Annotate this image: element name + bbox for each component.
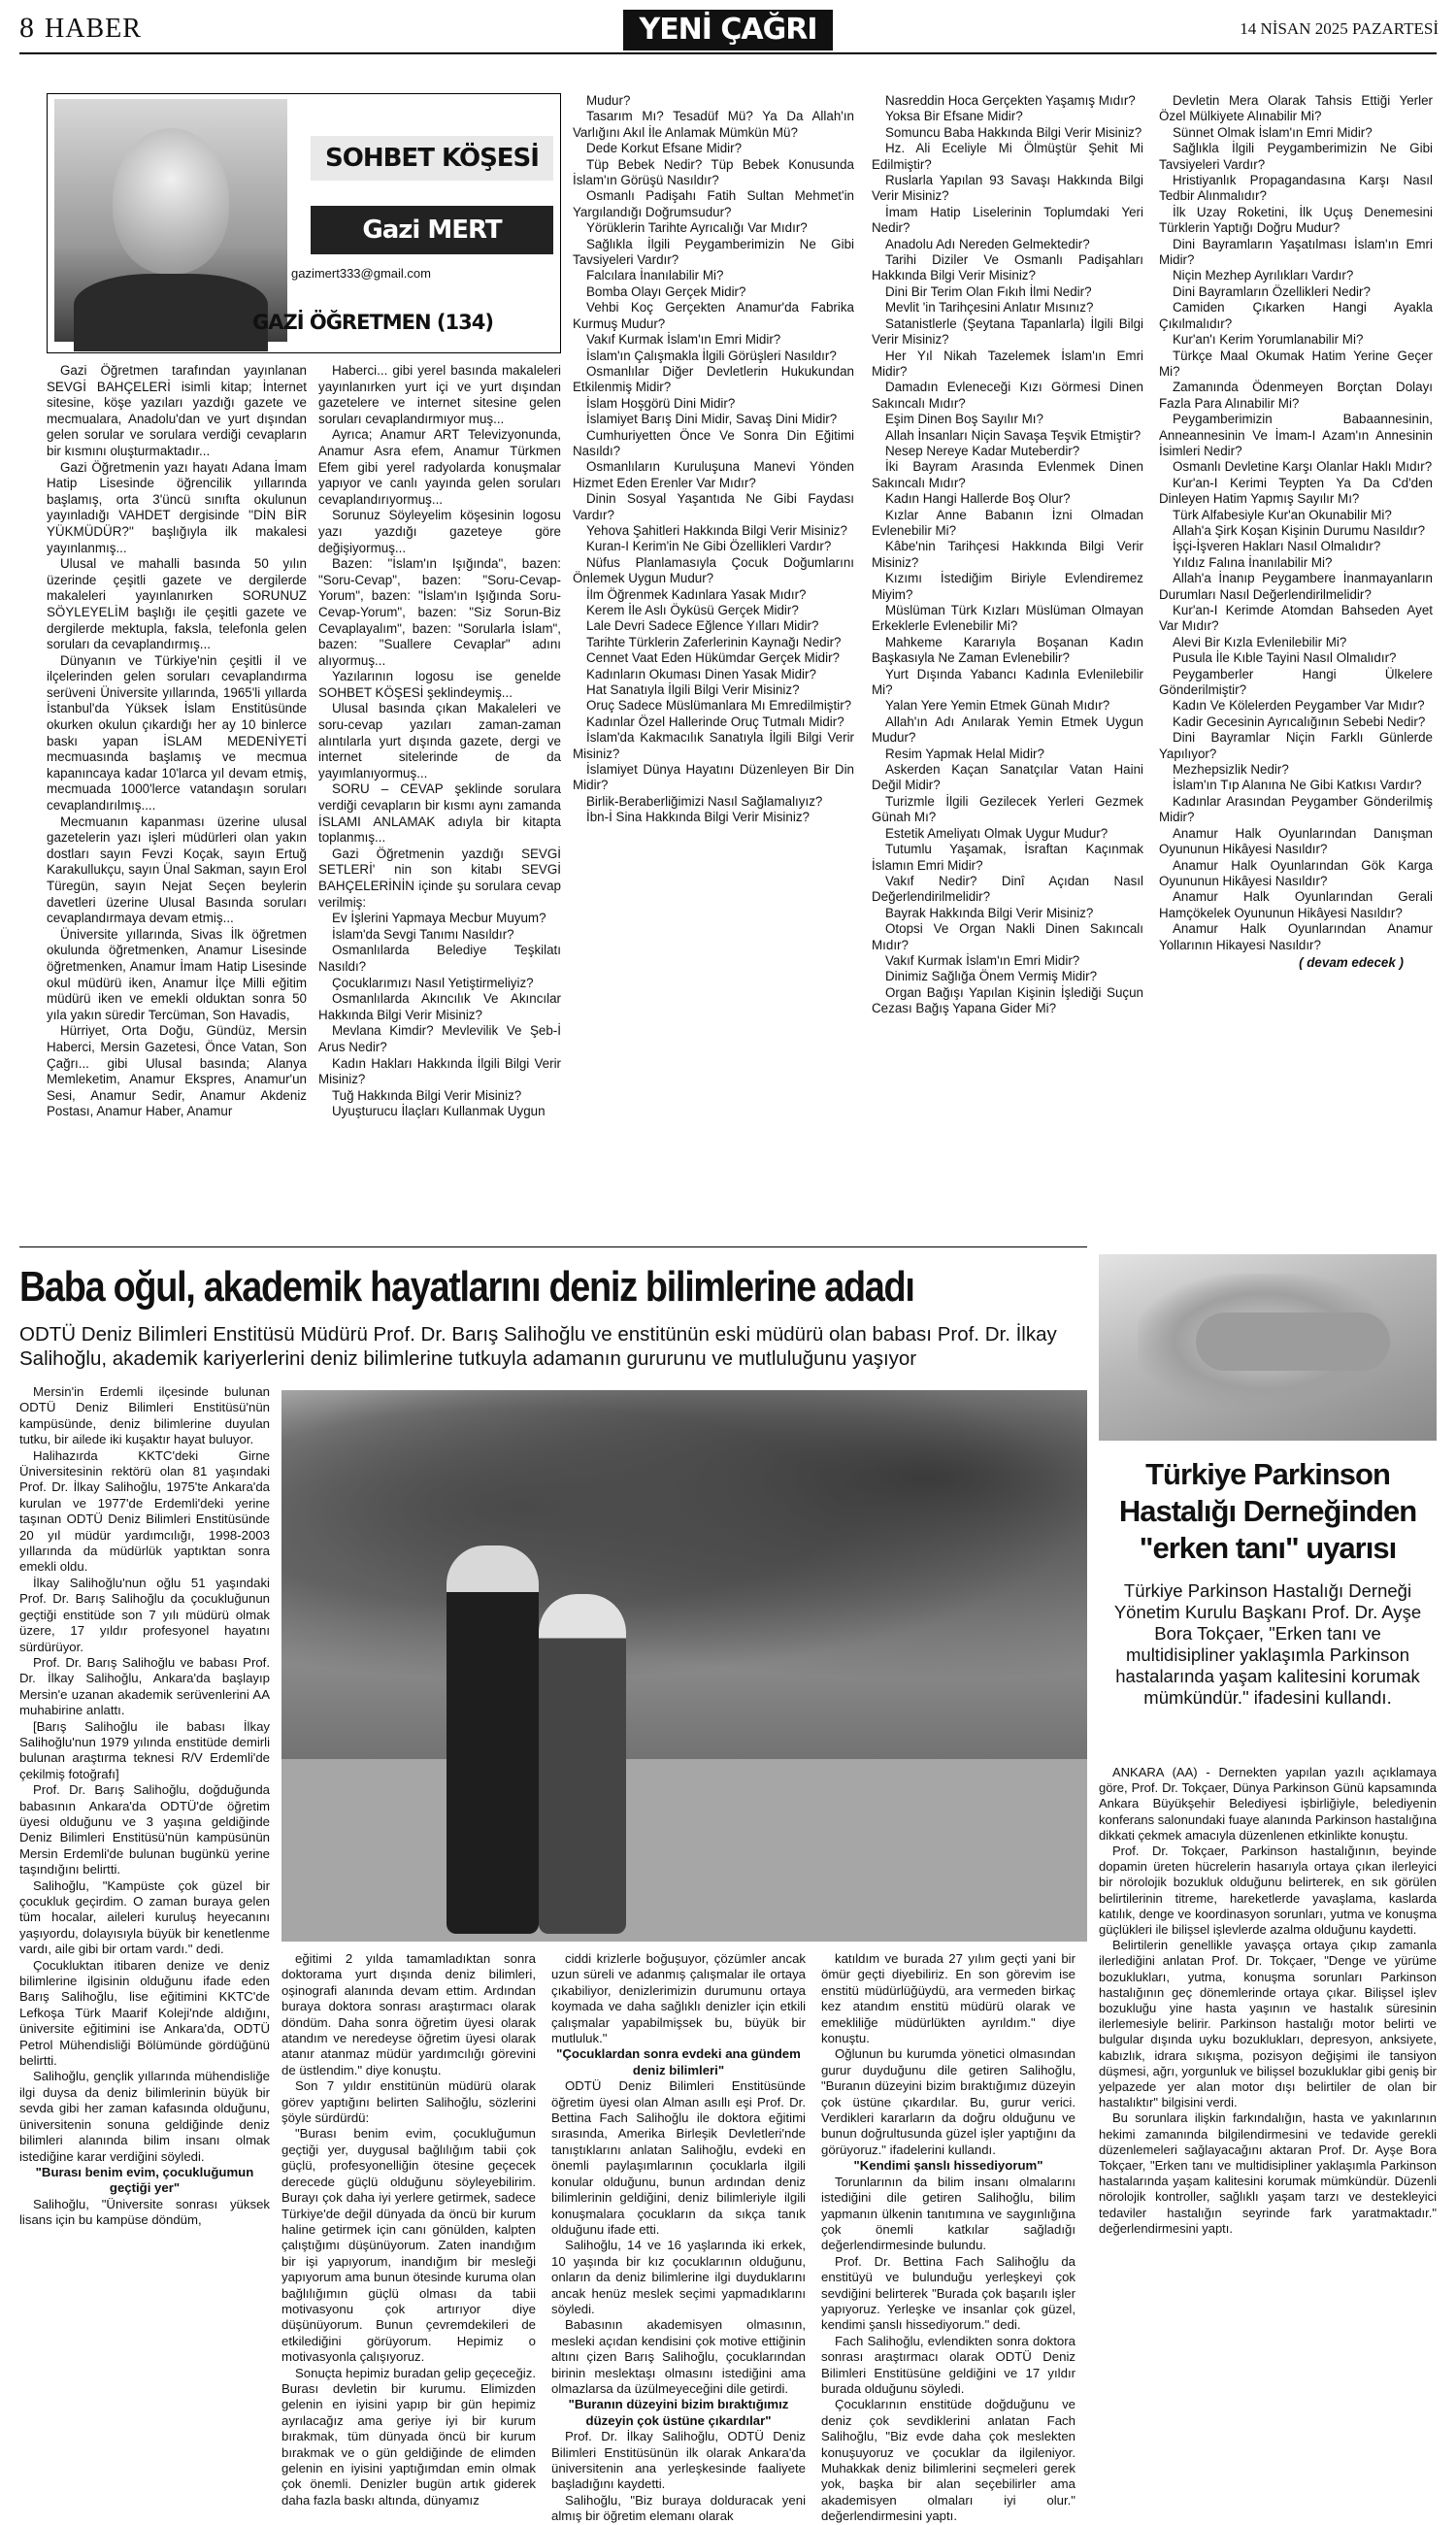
question-item: Ruslarla Yapılan 93 Savaşı Hakkında Bilgi Verir Misiniz? [872, 173, 1143, 204]
page-header [0, 0, 1456, 53]
question-item: Peygamberler Hangi Ülkelere Gönderilmiştir? [1159, 666, 1433, 698]
question-item: Askerden Kaçan Sanatçılar Vatan Haini Değil Midir? [872, 762, 1143, 793]
question-item: Resim Yapmak Helal Midir? [885, 746, 1044, 761]
question-item: Bayrak Hakkında Bilgi Verir Misiniz? [885, 905, 1094, 920]
article-paragraph: ciddi krizlerle boğuşuyor, çözümler ancak uzun süreli ve adanmış çalışmalar ile ortaya çıkabiliyor, denizlerimizin durumunu ortaya koymada ve daha sağlıklı denizler için etkili çalışmalar yapabilmişsek bu, büyük bir mutluluk." [551, 1951, 806, 2046]
question-item: Kadınlar Arasından Peygamber Gönderilmiş Midir? [1159, 793, 1433, 825]
question-item: Mudur? [586, 93, 631, 108]
question-item: Mevlit 'in Tarihçesini Anlatır Mısınız? [885, 300, 1094, 316]
column-paragraph: Sorunuz Söyleyelim köşesinin logosu yazı yazdığı gazeteye göre değişiyormuş... [318, 508, 561, 555]
article-paragraph: Çocuklarının enstitüde doğduğunu ve deniz çok sevdiklerini anlatan Fach Salihoğlu, "Biz evde daha çok meslekten konuşuyoruz ve çocuklar da ilgileniyor. Muhakkak deniz bilimlerini seçmeleri gerek yok, başka bir alan seçebilirler ama akademisyen olmaları iyi olur." değerlendirmesini yaptı. [821, 2397, 1075, 2524]
question-item: Vakıf Kurmak İslam'ın Emri Midir? [586, 332, 781, 348]
question-item: Sağlıkla İlgili Peygamberimizin Ne Gibi Tavsiyeleri Vardır? [1159, 141, 1433, 172]
article-paragraph: [Barış Salihoğlu ile babası İlkay Salihoğlu'nun 1979 yılında enstitüde demirli bulunan araştırma teknesi R/V Erdemli'de çekilmiş fotoğrafı] [19, 1718, 270, 1781]
logo-text: YENİ ÇAĞRI [639, 13, 817, 47]
question-item: Kızlar Anne Babanın İzni Olmadan Evlenebilir Mi? [872, 507, 1143, 538]
article-paragraph: Prof. Dr. Tokçaer, Parkinson hastalığının, beyinde dopamin üreten hücrelerin hasarıyla ortaya çıkan ilerleyici bir nörolojik bozukluk olduğunu belirterek, en sık görülen belirtilerinin titreme, hareketlerde yavaşlama, kaslarda katılık, denge ve koordinasyon sorunları, yutma ve konuşma güçlükleri ile bilişsel işlevlerde azalma olduğunu kaydetti. [1099, 1844, 1437, 1938]
question-item: İslam Hoşgörü Dini Midir? [586, 395, 736, 411]
question-list [1159, 93, 1433, 953]
column-paragraph: Gazi Öğretmenin yazdığı SEVGİ SETLERİ' nin son kitabı SEVGİ BAHÇELERİNİN içinde şu sorulara cevap verilmiş: [318, 846, 561, 910]
header-rule [19, 52, 1437, 54]
article-subheading: "Çocuklardan sonra evdeki ana gündem deniz bilimleri" [556, 2046, 801, 2077]
question-item: Osmanlıların Kuruluşuna Manevi Yönden Hizmet Eden Erenler Var Mıdır? [573, 459, 854, 490]
article1-headline: Baba oğul, akademik hayatlarını deniz bilimlerine adadı [19, 1263, 914, 1311]
question-item: Devletin Mera Olarak Tahsis Ettiği Yerler Özel Mülkiyete Alınabilir Mi? [1159, 93, 1433, 124]
newspaper-logo [623, 10, 833, 50]
question-item: Kadın Hakları Hakkında İlgili Bilgi Verir Misiniz? [318, 1055, 561, 1087]
question-item: Vehbi Koç Gerçekten Anamur'da Fabrika Kurmuş Mudur? [573, 300, 854, 331]
column-paragraph: Üniversite yıllarında, Sivas İlk öğretmen okulunda öğretmenken, Anamur Lisesinde öğretmenken, Anamur İmam Hatip Lisesinde okul müdürü iken, Anamur İlçe Milli eğitim müdürü iken ve emekli olduktan sonra 50 yıla yakın süredir Tercüman, Son Havadis, [47, 926, 307, 1022]
question-item: Cumhuriyetten Önce Ve Sonra Din Eğitimi Nasıldı? [573, 427, 854, 458]
question-list [573, 93, 854, 826]
question-item: Tarihi Diziler Ve Osmanlı Padişahları Hakkında Bilgi Verir Misiniz? [872, 252, 1143, 283]
question-item: Estetik Ameliyatı Olmak Uygur Mudur? [885, 825, 1109, 841]
question-item: Türkçe Maal Okumak Hatim Yerine Geçer Mi? [1159, 348, 1433, 379]
question-item: Sünnet Olmak İslam'ın Emri Midir? [1173, 124, 1373, 140]
question-item: Osmanlı Padişahı Fatih Sultan Mehmet'in Yargılandığı Doğrumsudur? [573, 188, 854, 219]
article-paragraph: Salihoğlu, 14 ve 16 yaşlarında iki erkek, 10 yaşında bir kız çocuklarının olduğunu, onların da deniz bilimlerine ilgi duyduklarını ancak henüz meslek seçimi yapmadıklarını söyledi. [551, 2238, 806, 2316]
question-item: Tutumlu Yaşamak, İsraftan Kaçınmak İslamın Emri Midir? [872, 842, 1143, 873]
column-paragraph: Ulusal ve mahalli basında 50 yılın üzerinde çeşitli gazete ve dergilerde makaleleri yayınlanırken SORUNUZ SÖYLEYELİM başlığı ile çeşitli gazete ve dergilerde mektupla, faksla, telefonla gelen soruları da cevaplandırmış... [47, 556, 307, 652]
article-paragraph: "Burası benim evim, çocukluğumun geçtiği yer, duygusal bağlılığım tabii çok güçlü, profesyonelliğin ötesine geçecek derecede güçlü olduğunu söyleyebilirim. Burayı çok daha iyi yerlere getirmek, sadece Türkiye'de değil dünyada da öncü bir kurum haline getirmek için canı gönülden, kalpten çalıştığımı düşünüyorum. Zaten inandığım bir işi yapıyorum, inandığım bir mesleği yapıyorum ama bunun ötesinde kuruma olan bağlılığımın güçlü olması da tabii motivasyonu çok artırıyor diye düşünüyorum. Bunun çevremdekileri de etkilediğini görüyorum. Hepimiz o motivasyonla çalışıyoruz. [281, 2126, 536, 2365]
question-item: Kur'an'ı Kerim Yorumlanabilir Mi? [1173, 332, 1364, 348]
question-item: Anamur Halk Oyunlarından Danışman Oyununun Hikâyesi Nasıldır? [1159, 825, 1433, 857]
article2-body [1099, 1765, 1437, 2425]
column-paragraph: Dünyanın ve Türkiye'nin çeşitli il ve ilçelerinden gelen soruları cevaplandırma serüveni Üniversite yıllarında, 1965'li yıllarda İstanbul'da Yüksek İslam Enstitüsünde okurken okulun çıkardığı her ay 10 binlerce baskı yapan İSLAM MEDENİYETİ mecmuasında başlamış ve mecmua kapanıncaya kadar 10'larca yıl devam etmiş, mecmuada 1000'lerce vatandaşın soruları cevaplandırılmış.... [47, 652, 307, 814]
question-item: Kur'an-I Kerimde Atomdan Bahseden Ayet Var Mıdır? [1159, 603, 1433, 634]
issue-date: 14 NİSAN 2025 PAZARTESİ [1240, 19, 1439, 38]
author-name: Gazi MERT [311, 206, 553, 254]
question-list [318, 911, 561, 1120]
question-item: Çocuklarımızı Nasıl Yetiştirmeliyiz? [332, 975, 534, 990]
question-item: Niçin Mezhep Ayrılıkları Vardır? [1173, 268, 1354, 283]
question-item: Oruç Sadece Müslümanlara Mı Emredilmiştir? [586, 698, 852, 714]
question-item: İlm Öğrenmek Kadınlara Yasak Mıdır? [586, 586, 807, 602]
question-item: Anamur Halk Oyunlarından Anamur Yollarının Hikayesi Nasıldır? [1159, 921, 1433, 952]
question-item: Cennet Vaat Eden Hükümdar Gerçek Midir? [586, 650, 840, 666]
article-paragraph: Sonuçta hepimiz buradan gelip geçeceğiz. Burası devletin bir kurumu. Elimizden gelenin en iyisini yapıp bir gün hepimiz ayrılacağız ama geriye iyi bir kurum bırakmak, tüm dünyada öncü bir kurum bırakmak ve o gün geldiğinde de elimden gelenin en iyisini yaptığımdan emin olmak çok önemli. Denizler bugün artık giderek daha fazla baskı altında, dünyamız [281, 2365, 536, 2508]
question-item: Kerem İle Aslı Öyküsü Gerçek Midir? [586, 603, 799, 617]
column-paragraph: Hürriyet, Orta Doğu, Gündüz, Mersin Haberci, Mersin Gazetesi, Önce Vatan, Son Çağrı... gibi Ulusal basında; Alanya Memleketim, Anamur Ekspres, Anamur'un Sesi, Anamur Sedir, Anamur Akdeniz Postası, Anamur Haber, Anamur [47, 1023, 307, 1119]
question-item: Allah İnsanları Niçin Savaşa Teşvik Etmiştir? [885, 427, 1142, 443]
column-paragraph: Ayrıca; Anamur ART Televizyonunda, Anamur Asra efem, Anamur Türkmen Efem gibi yerel radyolarda konuşmalar yapıyor ve canlı yayında gelen soruları cevaplandırıyormuş... [318, 427, 561, 507]
article-paragraph: İlkay Salihoğlu'nun oğlu 51 yaşındaki Prof. Dr. Barış Salihoğlu da çocukluğunun geçtiği enstitüde son 7 yılı müdürü olmak üzere, 17 yıldır profesyonel hayatını sürdürüyor. [19, 1575, 270, 1654]
article-paragraph: Salihoğlu, "Biz buraya dolduracak yeni almış bir öğretim elemanı olarak [551, 2492, 806, 2524]
article-paragraph: katıldım ve burada 27 yılım geçti yani bir ömür geçti diyebiliriz. En son görevim ise enstitü müdürlüğüydü, ara vermeden birkaç kez atandım enstitü müdürü olarak ve emekliliğe müdürlükten ayrıldım." diye konuştu. [821, 1951, 1075, 2046]
question-item: Camiden Çıkarken Hangi Ayakla Çıkılmalıdır? [1159, 300, 1433, 331]
column-paragraph: Yazılarının logosu ise genelde SOHBET KÖŞESİ şeklindeymiş... [318, 669, 561, 700]
question-item: İslamiyet Dünya Hayatını Düzenleyen Bir Din Midir? [573, 762, 854, 793]
question-item: Vakıf Nedir? Dinî Açıdan Nasıl Değerlendirilmelidir? [872, 873, 1143, 905]
article-subheading: "Kendimi şanslı hissediyorum" [853, 2158, 1043, 2174]
question-item: Kadınların Okuması Dinen Yasak Midir? [586, 666, 816, 681]
question-item: Yıldız Falına İnanılabilir Mi? [1173, 554, 1333, 570]
question-item: Anamur Halk Oyunlarından Gök Karga Oyununun Hikâyesi Nasıldır? [1159, 857, 1433, 888]
question-item: Yehova Şahitleri Hakkında Bilgi Verir Misiniz? [586, 522, 847, 538]
question-item: Ev İşlerini Yapmaya Mecbur Muyum? [332, 911, 546, 926]
article-paragraph: Prof. Dr. Bettina Fach Salihoğlu da enstitüyü ve bulunduğu yerleşkeyi çok sevdiğini belirterek "Burada çok başarılı işler yapıyoruz. Yerleşke ve insanlar çok güzel, kendimi şanslı hissediyorum." dedi. [821, 2253, 1075, 2333]
page-number: 8 [19, 12, 34, 44]
question-item: Zamanında Ödenmeyen Borçtan Dolayı Fazla Para Alınabilir Mi? [1159, 380, 1433, 411]
question-item: Dini Bir Terim Olan Fıkıh İlmi Nedir? [885, 283, 1092, 299]
question-item: Yurt Dışında Yabancı Kadınla Evlenilebilir Mi? [872, 666, 1143, 698]
question-item: Allah'ın Adı Anılarak Yemin Etmek Uygun Mudur? [872, 714, 1143, 746]
question-item: İşçi-İşveren Hakları Nasıl Olmalıdır? [1173, 539, 1381, 554]
column-paragraph: Bazen: "İslam'ın Işığında", bazen: "Soru-Cevap", bazen: "Soru-Cevap-Yorum", bazen: "İslam'ın Işığında Soru-Cevap-Yorum", bazen: "Siz Sorun-Biz Cevaplayalım", bazen: "Sorularla İslam", bazen: "Suallere Cevaplar" adını alıyormuş... [318, 556, 561, 668]
question-item: Anadolu Adı Nereden Gelmektedir? [885, 236, 1090, 251]
question-item: Osmanlılar Diğer Devletlerin Hukukundan Etkilenmiş Midir? [573, 363, 854, 395]
question-item: Pusula İle Kıble Tayini Nasıl Olmalıdır? [1173, 650, 1397, 666]
question-item: Somuncu Baba Hakkında Bilgi Verir Misiniz? [885, 124, 1142, 140]
column-text-3 [573, 93, 854, 1239]
article-paragraph: Salihoğlu, "Üniversite sonrası yüksek lisans için bu kampüse döndüm, [19, 2196, 270, 2228]
question-item: Hat Sanatıyla İlgili Bilgi Verir Misiniz? [586, 682, 800, 698]
question-item: Lale Devri Sadece Eğlence Yılları Midir? [586, 618, 819, 634]
column-label: SOHBET KÖŞESİ [311, 136, 553, 181]
article-paragraph: Halihazırda KKTC'deki Girne Üniversitesinin rektörü olan 81 yaşındaki Prof. Dr. İlkay Salihoğlu, 1975'te Ankara'da kurulan ve 1977'de Erdemli'deki yerine taşınan ODTÜ Deniz Bilimleri Enstitüsünde 20 yıl müdür yardımcılığı, 1998-2003 yıllarında da müdürlük yaptıktan sonra emekli oldu. [19, 1447, 270, 1575]
question-item: Hz. Ali Eceliyle Mi Ölmüştür Şehit Mi Edilmiştir? [872, 141, 1143, 172]
question-item: Tuğ Hakkında Bilgi Verir Misiniz? [332, 1087, 522, 1103]
question-item: İki Bayram Arasında Evlenmek Dinen Sakıncalı Mıdır? [872, 459, 1143, 490]
continued-note: ( devam edecek ) [1299, 954, 1404, 970]
question-item: Damadın Evleneceği Kızı Görmesi Dinen Sakıncalı Mıdır? [872, 380, 1143, 411]
article2-spot: Türkiye Parkinson Hastalığı Derneği Yönetim Kurulu Başkanı Prof. Dr. Ayşe Bora Tokçaer, "Erken tanı ve multidisipliner yaklaşımla Parkinson hastalarında yaşam kalitesini korumak mümkündür." ifadesini kullandı. [1113, 1580, 1422, 1708]
author-email[interactable]: gazimert333@gmail.com [291, 266, 431, 281]
question-item: Falcılara İnanılabilir Mi? [586, 268, 724, 283]
article-paragraph: ANKARA (AA) - Dernekten yapılan yazılı açıklamaya göre, Prof. Dr. Tokçaer, Dünya Parkinson Günü kapsamında Ankara Büyükşehir Belediyesi işbirliğiyle, belediyenin konferans salonundaki fuaye alanında Parkinson hastalığına dikkati çekmek amacıyla düzenlenen etkinlikte konuştu. [1099, 1765, 1437, 1843]
question-item: Yörüklerin Tarihte Ayrıcalığı Var Mıdır? [586, 220, 808, 236]
question-item: Dinimiz Sağlığa Önem Vermiş Midir? [885, 969, 1098, 984]
question-item: İslamiyet Barış Dini Midir, Savaş Dini Midir? [586, 412, 838, 427]
question-item: Otopsi Ve Organ Nakli Dinen Sakıncalı Mıdır? [872, 921, 1143, 952]
question-item: Dinin Sosyal Yaşantıda Ne Gibi Faydası Vardır? [573, 491, 854, 522]
question-item: Turizmle İlgili Gezilecek Yerleri Gezmek Günah Mı? [872, 793, 1143, 825]
article2-headline: Türkiye Parkinson Hastalığı Derneğinden "erken tanı" uyarısı [1118, 1457, 1417, 1565]
article-paragraph: Belirtilerin genellikle yavaşça ortaya çıkıp zamanla ilerlediğini anlatan Prof. Dr. Tokçaer, "Denge ve yürüme bozuklukları, yutma, konuşma sorunları Parkinson hastalığının geç dönemlerinde ortaya çıkar. Bilişsel işlev bozukluğu yine hasta yaşının ve hastalık süresinin ilerlemesiyle belirir. Parkinson hastalığı motor belirti ve bulgular dışında uyku bozuklukları, depresyon, anksiyete, kabızlık, idrara sıkışma, pozisyon değişimi ile tansiyon düşmesi, ağrı, yorgunluk ve bilişsel bozukluklar gibi geniş bir yelpazede yer alan motor dışı belirtiler de olan bir hastalıktır" bilgisini verdi. [1099, 1938, 1437, 2110]
question-item: İmam Hatip Liselerinin Toplumdaki Yeri Nedir? [872, 204, 1143, 236]
article-paragraph: Prof. Dr. Barış Salihoğlu ve babası Prof. Dr. İlkay Salihoğlu, Ankara'da başlayıp Mersin'e uzanan akademik serüvenlerini AA muhabirine anlattı. [19, 1654, 270, 1718]
question-item: İlk Uzay Roketini, İlk Uçuş Denemesini Türklerin Yaptığı Doğru Mudur? [1159, 204, 1433, 236]
article-paragraph: Babasının akademisyen olmasının, mesleki açıdan kendisini çok motive ettiğinin altını çizen Barış Salihoğlu, çocuklarından birinin meslektaşı olmasını istediğini ama olmazlarsa da üzülmeyeceğini dile getirdi. [551, 2317, 806, 2396]
question-item: Kâbe'nin Tarihçesi Hakkında Bilgi Verir Misiniz? [872, 539, 1143, 570]
question-item: Birlik-Beraberliğimizi Nasıl Sağlamalıyız? [586, 793, 823, 809]
question-item: Organ Bağışı Yapılan Kişinin İşlediği Suçun Cezası Bağış Yapana Gider Mi? [872, 984, 1143, 1016]
question-item: Kadın Hangi Hallerde Boş Olur? [885, 491, 1071, 507]
column-paragraph: SORU – CEVAP şeklinde sorulara verdiği cevapların bir kısmı aynı zamanda İSLAMI ANLAMAK adıyla bir kitapta toplanmış... [318, 781, 561, 846]
column-paragraph: Mecmuanın kapanması üzerine ulusal gazetelerin yazı işleri müdürleri olan yakın dostları sayın Fevzi Koçak, sayın Ertuğ Karakullukçu, sayın Ünal Sakman, sayın Erol Türegün, sayın Nejat Seçen beylerin davetleri üzerine Ulusal Basında soruları cevaplandırmaya devam etmiş... [47, 814, 307, 926]
question-item: Uyuşturucu İlaçları Kullanmak Uygun [332, 1104, 546, 1119]
question-item: Her Yıl Nikah Tazelemek İslam'ın Emri Midir? [872, 348, 1143, 379]
column-text-4 [872, 93, 1143, 1239]
article-paragraph: Son 7 yıldır enstitünün müdürü olarak görev yaptığını belirten Salihoğlu, sözlerini şöyle sürdürdü: [281, 2078, 536, 2126]
article-paragraph: Fach Salihoğlu, evlendikten sonra doktora sonrası araştırmacı olarak ODTÜ Deniz Bilimleri Enstitüsüne geldiğini ve 17 yıldır burada olduğunu söyledi. [821, 2333, 1075, 2396]
question-item: İslam'da Sevgi Tanımı Nasıldır? [332, 926, 514, 942]
person-figure [539, 1594, 626, 1934]
question-item: Allah'a İnanıp Peygambere İnanmayanların Durumları Nasıl Değerlendirilmelidir? [1159, 571, 1433, 602]
article1-col-1 [19, 1384, 270, 2423]
article-subheading: "Buranın düzeyini bizim bıraktığımız düzeyin çok üstüne çıkardılar" [568, 2397, 789, 2428]
question-item: Tarihte Türklerin Zaferlerinin Kaynağı Nedir? [586, 634, 842, 649]
article1-col-2 [281, 1951, 536, 2508]
column-paragraph: Haberci... gibi yerel basında makaleleri yayınlanırken yurt içi ve yurt dışından gazetelere ve internet sitesine gelen soruları cevaplandırmıyor muş... [318, 363, 561, 426]
question-item: Yalan Yere Yemin Etmek Günah Mıdır? [885, 698, 1110, 714]
question-item: İslam'da Kakmacılık Sanatıyla İlgili Bilgi Verir Misiniz? [573, 730, 854, 761]
section-divider [19, 1246, 1087, 1247]
question-item: Kadın Ve Kölelerden Peygamber Var Mıdır? [1173, 698, 1425, 714]
question-list [872, 93, 1143, 1017]
question-item: İbn-İ Sina Hakkında Bilgi Verir Misiniz? [586, 810, 810, 825]
column-text-5 [1159, 93, 1433, 1239]
article1-col-3 [551, 1951, 806, 2524]
question-item: Mahkeme Kararıyla Boşanan Kadın Başkasıyla Ne Zaman Evlenebilir? [872, 634, 1143, 666]
author-photo [54, 99, 287, 342]
question-item: Tasarım Mı? Tesadüf Mü? Ya Da Allah'ın Varlığını Akıl İle Anlamak Mümkün Mü? [573, 109, 854, 140]
question-item: Sağlıkla İlgili Peygamberimizin Ne Gibi Tavsiyeleri Vardır? [573, 236, 854, 268]
article-paragraph: Prof. Dr. İlkay Salihoğlu, ODTÜ Deniz Bilimleri Enstitüsünün ilk olarak Ankara'da üniversitenin ana yerleşkesinde faaliyete başladığını kaydetti. [551, 2429, 806, 2492]
column-title: GAZİ ÖĞRETMEN (134) [252, 311, 493, 334]
article-paragraph: Oğlunun bu kurumda yönetici olmasından gurur duyduğunu dile getiren Salihoğlu, "Buranın düzeyini bizim bıraktığımız düzeyin çok üstüne çıkardılar. Bu, gurur verici. Verdikleri kararların da doğru olduğunu ve bunun doğrultusunda güzel işler yaptığını da görüyoruz." ifadelerini kullandı. [821, 2046, 1075, 2157]
question-item: Dini Bayramlar Niçin Farklı Günlerde Yapılıyor? [1159, 730, 1433, 761]
article1-photo [281, 1390, 1087, 1942]
question-item: Türk Alfabesiyle Kur'an Okunabilir Mi? [1173, 507, 1392, 522]
section-title: HABER [45, 14, 142, 44]
article-paragraph: Prof. Dr. Barış Salihoğlu, doğduğunda babasının Ankara'da ODTÜ'de öğretim üyesi olduğunu ve 3 yaşına geldiğinde Deniz Bilimleri Enstitüsü'nün kampüsünün Mersin Erdemli'de bulunan bugünkü yerine taşındığını belirtti. [19, 1782, 270, 1877]
question-item: Osmanlılarda Akıncılık Ve Akıncılar Hakkında Bilgi Verir Misiniz? [318, 991, 561, 1022]
question-item: Kur'an-I Kerimi Teypten Ya Da Cd'den Dinleyen Hatim Yapmış Sayılır Mı? [1159, 475, 1433, 507]
question-item: Allah'a Şirk Koşan Kişinin Durumu Nasıldır? [1173, 522, 1426, 538]
question-item: Kadınlar Özel Hallerinde Oruç Tutmalı Midir? [586, 714, 844, 729]
question-item: Anamur Halk Oyunlarından Gerali Hamçökelek Oyununun Hikâyesi Nasıldır? [1159, 889, 1433, 920]
question-item: Dini Bayramların Yaşatılması İslam'ın Emri Midir? [1159, 236, 1433, 268]
article-paragraph: Mersin'in Erdemli ilçesinde bulunan ODTÜ Deniz Bilimleri Enstitüsü'nün kampüsünde, deniz bilimlerine duyulan tutku, bir ailede iki kuşaktır hayat buluyor. [19, 1384, 270, 1447]
question-item: Kadir Gecesinin Ayrıcalığının Sebebi Nedir? [1173, 714, 1426, 729]
question-item: Nüfus Planlamasıyla Çocuk Doğumlarını Önlemek Uygun Mudur? [573, 554, 854, 586]
article-paragraph: Çocukluktan itibaren denize ve deniz bilimlerine ilgisinin olduğunu ifade eden Barış Salihoğlu, lise eğitimini KKTC'de Lefkoşa Türk Maarif Koleji'nde aldığını, üniversite eğitimini ise Ankara'da, ODTÜ Petrol Mühendisliği Bölümünde gördüğünü belirtti. [19, 1957, 270, 2069]
question-item: Bomba Olayı Gerçek Midir? [586, 283, 746, 299]
question-item: Alevi Bir Kızla Evlenilebilir Mi? [1173, 634, 1347, 649]
article-subheading: "Burası benim evim, çocukluğumun geçtiği yer" [35, 2164, 254, 2196]
question-item: Nesep Nereye Kadar Muteberdir? [885, 443, 1080, 458]
article2-photo [1099, 1254, 1437, 1441]
question-item: Kuran-I Kerim'in Ne Gibi Özellikleri Vardır? [586, 539, 832, 554]
question-item: Hristiyanlık Propagandasına Karşı Nasıl Tedbir Alınmalıdır? [1159, 173, 1433, 204]
question-item: Dede Korkut Efsane Midir? [586, 141, 743, 156]
article-paragraph: Salihoğlu, gençlik yıllarında mühendisliğe ilgi duysa da deniz bilimlerinin büyük bir sevda gibi her zaman kafasında olduğunu, üniversitenin sonuna geldiğinde deniz bilimleri alanında bilim insanı olmak istediğine karar verdiğini söyledi. [19, 2069, 270, 2164]
column-paragraph: Gazi Öğretmenin yazı hayatı Adana İmam Hatip Lisesinde öğrencilik yıllarında başlamış, orta 3'üncü sınıfta okulunun yayınladığı VAHDET dergisinde ''DİN BİR YÜKMÜDÜR?'' başlığıyla ilk makalesi yayınlanmış... [47, 459, 307, 555]
column-text-1 [47, 363, 307, 1237]
question-item: Mevlana Kimdir? Mevlevilik Ve Şeb-İ Arus Nedir? [318, 1023, 561, 1054]
question-item: İslam'ın Tıp Alanına Ne Gibi Katkısı Vardır? [1173, 778, 1422, 793]
question-item: Müslüman Türk Kızları Müslüman Olmayan Erkeklerle Evlenebilir Mi? [872, 603, 1143, 634]
question-item: Yoksa Bir Efsane Midir? [885, 109, 1023, 124]
column-text-2 [318, 363, 561, 1237]
question-item: Peygamberimizin Babaannesinin, Anneannesinin Ve İmam-I Azam'ın Annesinin İsimleri Nedir? [1159, 412, 1433, 458]
column-paragraph: Gazi Öğretmen tarafından yayınlanan SEVGİ BAHÇELERİ isimli kitap; İnternet sitesine, köşe yazıları yazdığı gazete ve mecmualara, Anadolu'dan ve yurt dışından gelen sorular ve sorulara verdiği cevapların bir kısmını oluşturmaktadır... [47, 363, 307, 458]
question-item: Vakıf Kurmak İslam'ın Emri Midir? [885, 952, 1080, 968]
question-item: Mezhepsizlik Nedir? [1173, 762, 1289, 778]
article-paragraph: ODTÜ Deniz Bilimleri Enstitüsünde öğretim üyesi olan Alman asıllı eşi Prof. Dr. Bettina Fach Salihoğlu ile doktora eğitimi sırasında, Amerika Birleşik Devletleri'nde tanıştıklarını anlatan Salihoğlu, evdeki en önemli paylaşımlarının çocuklarla ilgili konular olduğunu, bunun ardından deniz bilimlerinin geldiğini, deniz bilimleriyle ilgili konuşmalara çocukların da sıkça tanık olduğunu ifade etti. [551, 2078, 806, 2237]
article1-col-4 [821, 1951, 1075, 2524]
question-item: Dini Bayramların Özellikleri Nedir? [1173, 283, 1371, 299]
article-paragraph: Salihoğlu, "Kampüste çok güzel bir çocukluk geçirdim. O zaman buraya gelen tüm hocalar, aileleri kuruluş heyecanını yaşıyordu, dolayısıyla büyük bir kenetlenme vardı, aile gibi bir ortam vardı." dedi. [19, 1877, 270, 1957]
question-item: Nasreddin Hoca Gerçekten Yaşamış Mıdır? [885, 93, 1136, 108]
question-item: Kızımı İstediğim Biriyle Evlendiremez Miyim? [872, 571, 1143, 602]
question-item: Osmanlılarda Belediye Teşkilatı Nasıldı? [318, 943, 561, 974]
question-item: İslam'ın Çalışmakla İlgili Görüşleri Nasıldır? [586, 348, 837, 363]
person-figure [447, 1545, 539, 1934]
article-paragraph: Bu sorunlara ilişkin farkındalığın, hasta ve yakınlarının hekimi zamanında bilgilendirmesini ve tedavide gerekli düzenlemeleri sağlayacağını aktaran Prof. Dr. Ayşe Bora Tokçaer, "Erken tanı ve multidisipliner yaklaşımla Parkinson hastalarında yaşam kalitesini korumak mümkündür. Düzenli nörolojik kontroller, sağlıklı yaşam tarzı ve destekleyici tedaviler hastalığın seyrinde fark yaratmaktadır." değerlendirmesini yaptı. [1099, 2110, 1437, 2236]
article1-spot: ODTÜ Deniz Bilimleri Enstitüsü Müdürü Prof. Dr. Barış Salihoğlu ve enstitünün eski müdürü olan babası Prof. Dr. İlkay Salihoğlu, akademik kariyerlerini deniz bilimlerine tutkuyla adamanın gururunu ve mutluluğunu yaşıyor [19, 1323, 1057, 1370]
article-paragraph: eğitimi 2 yılda tamamladıktan sonra doktorama yurt dışında deniz bilimleri, oşinografi alanında devam ettim. Ardından buraya doktora sonrası araştırmacı olarak döndüm. Daha sonra öğretim üyesi olarak atandım ve neredeyse öğretim üyesi olarak atanır atanmaz müdür yardımcılığı görevini de üstlendim." diye konuştu. [281, 1951, 536, 2077]
article-paragraph: Torunlarının da bilim insanı olmalarını istediğini dile getiren Salihoğlu, bilim yapmanın ülkenin tanıtımına ve saygınlığına çok önemli katkılar sağladığı değerlendirmesinde bulundu. [821, 2174, 1075, 2253]
question-item: Eşim Dinen Boş Sayılır Mı? [885, 412, 1043, 427]
question-item: Tüp Bebek Nedir? Tüp Bebek Konusunda İslam'ın Görüşü Nasıldır? [573, 156, 854, 188]
column-paragraph: Ulusal basında çıkan Makaleleri ve soru-cevap yazıları zaman-zaman alıntılarla yurt dışında gazete, dergi ve internet sitelerinde de da yayımlanıyormuş... [318, 701, 561, 781]
question-item: Satanistlerle (Şeytana Tapanlarla) İlgili Bilgi Verir Misiniz? [872, 316, 1143, 348]
question-item: Osmanlı Devletine Karşı Olanlar Haklı Mıdır? [1173, 459, 1433, 475]
